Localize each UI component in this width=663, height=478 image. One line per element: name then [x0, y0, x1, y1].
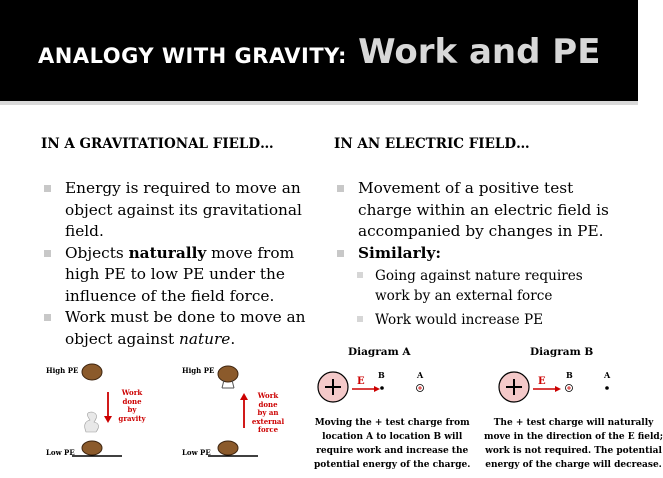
rock-icon-bottom [218, 441, 238, 455]
title-prefix: ANALOGY WITH GRAVITY: [38, 44, 347, 68]
right-bullet-1-text: Movement of a positive test charge within an electric field is accompanied by changes in PE. [358, 179, 609, 240]
title-main: Work and PE [358, 32, 601, 72]
left-bullet-3-post: . [230, 329, 236, 348]
diagram-a-art [312, 360, 452, 412]
note-line: force [257, 425, 279, 434]
left-column-heading: IN A GRAVITATIONAL FIELD… [41, 136, 274, 152]
work-by-external-force-note [248, 392, 288, 435]
rock-icon-top [82, 364, 102, 380]
caption-line: require work and increase the [316, 446, 469, 456]
caption-line: location A to location B will [322, 432, 463, 442]
left-bullet-3-italic: nature [179, 329, 231, 348]
right-bullet-list [335, 178, 615, 330]
rock-icon-bottom [82, 441, 102, 455]
down-arrow-icon [104, 416, 112, 423]
note-line: external [251, 416, 285, 426]
e-field-label: E [538, 376, 546, 387]
point-b-label: B [566, 370, 573, 380]
left-bullet-3 [42, 307, 312, 350]
left-bullet-1 [42, 178, 312, 243]
caption-line: potential energy of the charge. [314, 460, 471, 470]
diagram-a-title: Diagram A [348, 346, 411, 358]
right-column-heading: IN AN ELECTRIC FIELD… [334, 136, 530, 152]
caption-line: move in the direction of the E field; [484, 432, 663, 442]
left-bullet-2-post: move from high PE to low PE under the influence of the field force. [65, 243, 295, 305]
right-bullet-2 [335, 243, 615, 265]
field-arrow-icon [374, 386, 380, 392]
caption-line: Moving the + test charge from [314, 418, 470, 428]
right-sub-bullet-1 [355, 266, 615, 306]
caption-line: The + test charge will naturally [493, 418, 654, 428]
right-sub-bullet-2-text: Work would increase PE [375, 312, 544, 328]
field-arrow-icon [555, 386, 561, 392]
left-bullet-2-bold: naturally [128, 243, 207, 262]
work-by-gravity-note [112, 389, 152, 423]
rock-icon-lifted [218, 366, 238, 382]
high-pe-label: High PE [182, 366, 215, 375]
caption-line: work is not required. The potential [485, 446, 662, 456]
gravity-diagram-natural [42, 360, 177, 470]
right-bullet-1 [335, 178, 615, 243]
header-divider [0, 101, 638, 105]
point-a-label: A [417, 370, 424, 380]
note-line: by an [257, 408, 279, 417]
note-line: Work done [121, 388, 143, 406]
gravity-diagram-natural-art [42, 360, 177, 470]
low-pe-label: Low PE [182, 448, 211, 457]
title-bar [0, 0, 638, 101]
dust-cloud-icon [85, 412, 99, 432]
diagram-b-art [493, 360, 633, 412]
high-pe-label: High PE [46, 366, 79, 375]
diagram-b-title: Diagram B [530, 346, 594, 358]
right-sub-bullet-2 [355, 310, 615, 330]
gravity-diagram-external [178, 360, 313, 470]
left-bullet-3-pre: Work must be done to move an object against [65, 308, 306, 348]
point-b-dot [380, 386, 384, 390]
caption-line: energy of the charge will decrease. [485, 460, 662, 470]
gravity-diagram-external-art [178, 360, 313, 470]
point-b-label: B [378, 370, 385, 380]
left-bullet-2 [42, 243, 312, 308]
diagram-a-caption [314, 416, 470, 472]
right-sub-bullet-1-text: Going against nature requires work by an external force [375, 268, 583, 304]
diagram-b-caption [484, 416, 663, 472]
low-pe-label: Low PE [46, 448, 75, 457]
point-a-dot [605, 386, 609, 390]
slide-title [38, 32, 600, 72]
left-bullet-1-text: Energy is required to move an object against its gravitational field. [65, 179, 302, 240]
right-bullet-2-text: Similarly: [358, 243, 441, 262]
left-bullet-2-pre: Objects [65, 243, 129, 262]
up-arrow-icon [240, 393, 248, 400]
note-line: gravity [118, 413, 146, 423]
left-bullet-list [42, 178, 312, 350]
point-a-label: A [604, 370, 611, 380]
e-field-label: E [357, 376, 365, 387]
note-line: Work done [257, 391, 279, 409]
note-line: by [127, 405, 137, 414]
